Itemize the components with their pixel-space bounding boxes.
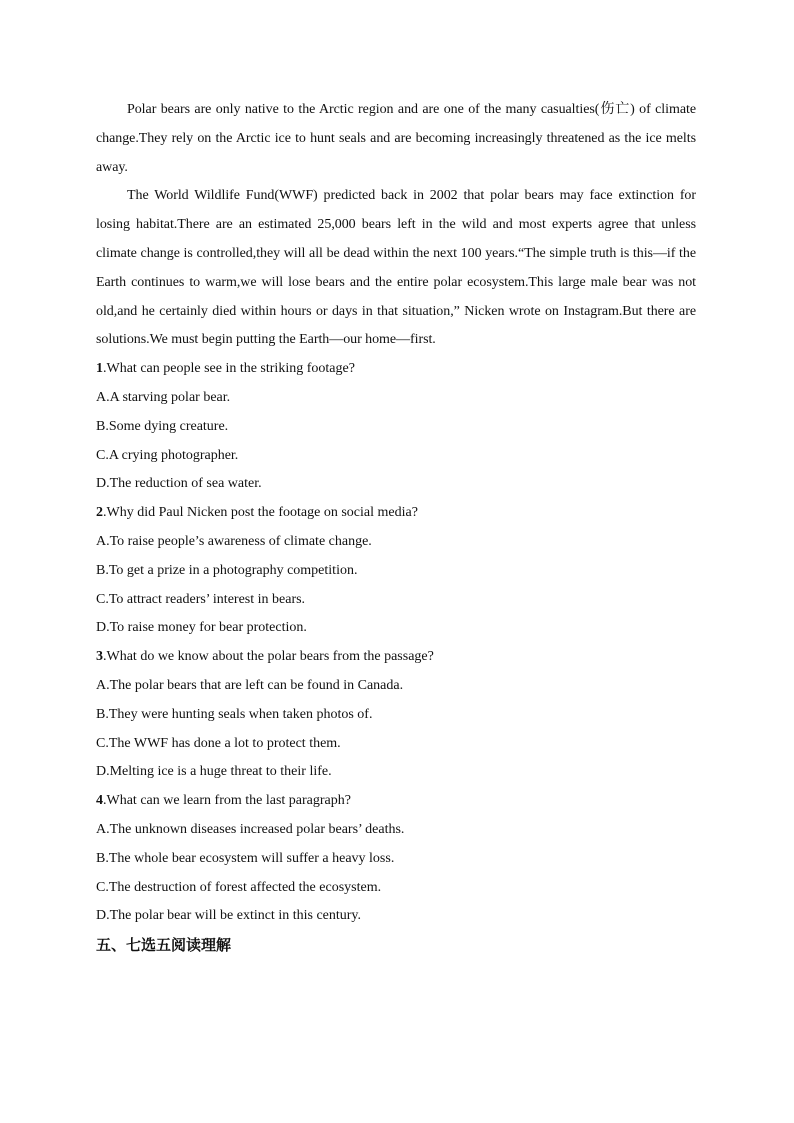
question-stem bbox=[96, 355, 696, 384]
option-a: A.The polar bears that are left can be found in Canada. bbox=[96, 677, 404, 693]
question-number: 4 bbox=[96, 793, 103, 809]
question-text: .Why did Paul Nicken post the footage on social media? bbox=[103, 505, 418, 521]
question-number: 3 bbox=[96, 649, 103, 665]
option-b: B.They were hunting seals when taken photos of. bbox=[96, 706, 373, 722]
question-1 bbox=[96, 355, 696, 499]
question-text: .What can people see in the striking footage? bbox=[103, 361, 355, 377]
option-c: C.The destruction of forest affected the ecosystem. bbox=[96, 879, 382, 895]
question-number: 2 bbox=[96, 505, 103, 521]
option-b: B.Some dying creature. bbox=[96, 418, 229, 434]
option-b: B.The whole bear ecosystem will suffer a heavy loss. bbox=[96, 850, 395, 866]
question-text: .What do we know about the polar bears from the passage? bbox=[103, 649, 434, 665]
question-stem bbox=[96, 643, 696, 672]
option-c: C.The WWF has done a lot to protect them. bbox=[96, 735, 341, 751]
option-d: D.Melting ice is a huge threat to their life. bbox=[96, 764, 332, 780]
option-a: A.A starving polar bear. bbox=[96, 389, 231, 405]
option-d: D.To raise money for bear protection. bbox=[96, 620, 307, 636]
question-4 bbox=[96, 787, 696, 931]
question-number: 1 bbox=[96, 361, 103, 377]
question-stem bbox=[96, 499, 696, 528]
option-d: D.The polar bear will be extinct in this century. bbox=[96, 908, 362, 924]
option-a: A.To raise people’s awareness of climate change. bbox=[96, 533, 372, 549]
option-d: D.The reduction of sea water. bbox=[96, 476, 262, 492]
question-2 bbox=[96, 499, 696, 643]
question-3 bbox=[96, 643, 696, 787]
option-b: B.To get a prize in a photography competition. bbox=[96, 562, 358, 578]
question-stem bbox=[96, 787, 696, 816]
passage-paragraph-2: The World Wildlife Fund(WWF) predicted back in 2002 that polar bears may face extinction for losing habitat.There are an estimated 25,000 bears left in the wild and most experts agree that unless climate change is controlled,they will all be dead within the next 100 years.“The simple truth is this—if the Earth continues to warm,we will lose bears and the entire polar ecosystem.This large male bear was not old,and he certainly died within hours or days in that situation,” Nicken wrote on Instagram.But there are solutions.We must begin putting the Earth—our home—first. bbox=[96, 188, 696, 348]
document-page bbox=[96, 96, 696, 960]
passage-paragraph-1: Polar bears are only native to the Arctic region and are one of the many casualties(伤亡) of climate change.They rely on the Arctic ice to hunt seals and are becoming increasingly threatened as the ice melts away. bbox=[96, 102, 696, 175]
question-text: .What can we learn from the last paragraph? bbox=[103, 793, 351, 809]
section-heading: 五、七选五阅读理解 bbox=[96, 936, 232, 955]
option-a: A.The unknown diseases increased polar bears’ deaths. bbox=[96, 821, 405, 837]
option-c: C.A crying photographer. bbox=[96, 447, 239, 463]
option-c: C.To attract readers’ interest in bears. bbox=[96, 591, 306, 607]
